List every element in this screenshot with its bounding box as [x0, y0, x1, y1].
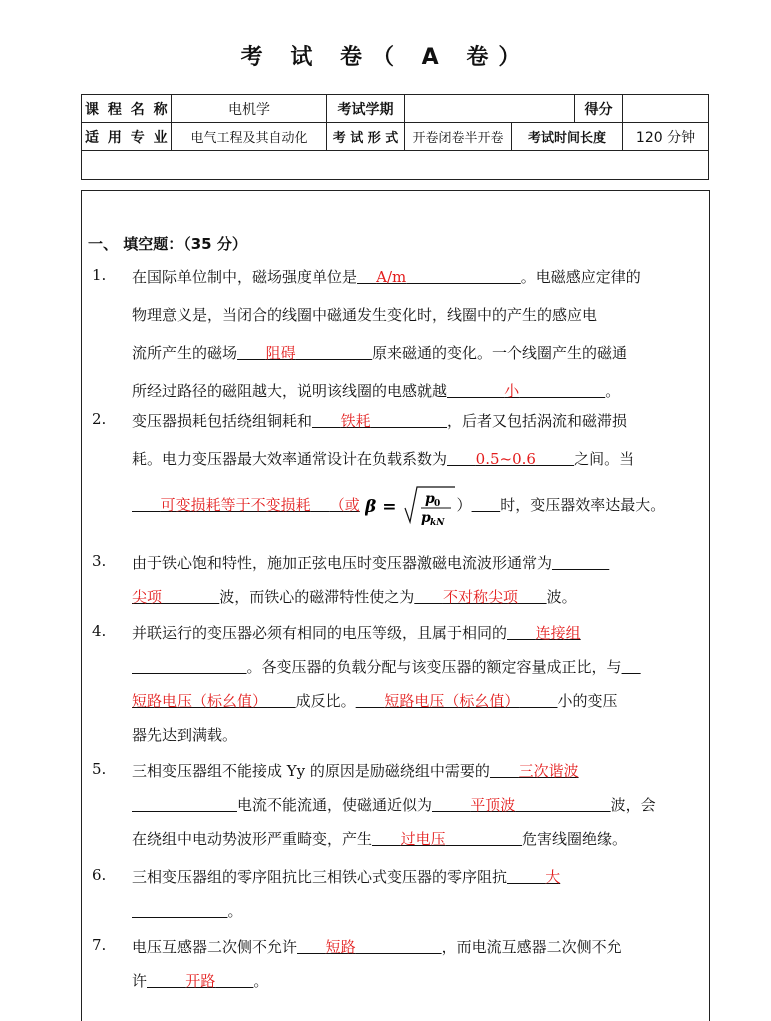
q3-text: 由于铁心饱和特性，施加正弦电压时变压器激磁电流波形通常为 — [132, 554, 553, 572]
q1-text: 。电磁感应定律的 — [520, 268, 641, 286]
q7-text: 许 — [132, 972, 148, 990]
duration-label: 考试时间长度 — [512, 123, 623, 151]
q1-answer-1: A/m — [376, 268, 407, 286]
beta-formula — [365, 484, 457, 528]
form-label: 考 试 形 式 — [327, 123, 405, 151]
q1-line3 — [132, 342, 627, 363]
pkn-subscript: kN — [429, 518, 445, 528]
q3-line2 — [132, 586, 577, 607]
q2-answer-1: 铁耗 — [340, 412, 371, 430]
q2-text: 耗。电力变压器最大效率通常设计在负载系数为 — [132, 450, 448, 468]
q3-line1 — [132, 552, 609, 573]
q7-text: ，而电流互感器二次侧不允 — [441, 938, 622, 956]
form-value: 开卷闭卷半开卷 — [405, 123, 512, 151]
q2-text: 变压器损耗包括绕组铜耗和 — [132, 412, 313, 430]
q5-line1 — [132, 760, 579, 781]
q4-line4: 器先达到满载。 — [132, 726, 238, 744]
q1-text: 。 — [605, 382, 621, 400]
q6-line1 — [132, 866, 560, 887]
q4-text: 。各变压器的负载分配与该变压器的额定容量成正比，与 — [246, 658, 622, 676]
q1-text: 流所产生的磁场 — [132, 344, 238, 362]
q2-text: 之间。当 — [574, 450, 635, 468]
q4-line2 — [132, 656, 641, 677]
q2-answer-3: 可变损耗等于不变损耗 — [160, 496, 311, 514]
blank-row — [82, 151, 709, 180]
major-value: 电气工程及其自动化 — [172, 123, 327, 151]
q5-text: 在绕组中电动势波形严重畸变，产生 — [132, 830, 373, 848]
q3-answer-1: 尖项 — [132, 588, 163, 606]
q5-text: 波，会 — [610, 796, 656, 814]
pkn-symbol: p — [420, 510, 431, 526]
q7-text: 电压互感器二次侧不允许 — [132, 938, 298, 956]
q1-answer-3: 小 — [504, 382, 520, 400]
q5-line3 — [132, 828, 627, 849]
exam-title: 考 试 卷（ A 卷） — [240, 45, 531, 70]
q5-text: 三相变压器组不能接成 Yy 的原因是励磁绕组中需要的 — [132, 762, 490, 780]
q4-line1 — [132, 622, 581, 643]
term-label: 考试学期 — [327, 95, 405, 123]
q4-text: 并联运行的变压器必须有相同的电压等级，且属于相同的 — [132, 624, 508, 642]
q3-text: 波。 — [546, 588, 577, 606]
q7-line1 — [132, 936, 622, 957]
q5-line2 — [132, 794, 656, 815]
q5-answer-3: 过电压 — [400, 830, 446, 848]
p0-subscript: 0 — [433, 499, 440, 509]
q2-line1 — [132, 410, 627, 431]
q6-answer-1: 大 — [545, 868, 561, 886]
p0-symbol: p — [424, 491, 435, 507]
q2-answer-4: （或 — [329, 496, 360, 514]
q4-text: 成反比。 — [295, 692, 356, 710]
q2-text: 时，变压器效率达最大。 — [500, 496, 666, 514]
course-label: 课 程 名 称 — [82, 95, 172, 123]
score-label: 得分 — [575, 95, 623, 123]
q1-text: 原来磁通的变化。一个线圈产生的磁通 — [372, 344, 628, 362]
q5-answer-2: 平顶波 — [470, 796, 516, 814]
major-label: 适 用 专 业 — [82, 123, 172, 151]
q1-text: 在国际单位制中，磁场强度单位是 — [132, 268, 358, 286]
q7-text: 。 — [253, 972, 269, 990]
q1-answer-2: 阻碍 — [265, 344, 296, 362]
section-heading: 一、 填空题：（35 分） — [88, 235, 247, 253]
term-value — [405, 95, 575, 123]
q2-text: ） — [456, 496, 472, 514]
q5-text: 危害线圈绝缘。 — [522, 830, 628, 848]
q4-line3 — [132, 690, 618, 711]
q1-line1 — [132, 266, 641, 287]
q4-text: 小的变压 — [557, 692, 618, 710]
q4-answer-1: 连接组 — [535, 624, 581, 642]
exam-info-table — [81, 94, 709, 180]
duration-value: 120 分钟 — [623, 123, 709, 151]
q7-line2 — [132, 970, 268, 991]
q2-text: ，后者又包括涡流和磁滞损 — [447, 412, 628, 430]
question-number: 6. — [92, 866, 107, 884]
q3-answer-2: 不对称尖项 — [442, 588, 518, 606]
question-number: 4. — [92, 622, 107, 640]
q3-text: 波，而铁心的磁滞特性使之为 — [219, 588, 415, 606]
question-number: 3. — [92, 552, 107, 570]
q2-line3 — [132, 484, 665, 528]
q5-text: 电流不能流通，使磁通近似为 — [236, 796, 432, 814]
course-value: 电机学 — [172, 95, 327, 123]
q6-text: 。 — [227, 902, 243, 920]
q6-text: 三相变压器组的零序阻抗比三相铁心式变压器的零序阻抗 — [132, 868, 508, 886]
score-value — [623, 95, 709, 123]
question-number: 1. — [92, 266, 107, 284]
q7-answer-1: 短路 — [325, 938, 356, 956]
q4-answer-3: 短路电压（标幺值） — [384, 692, 520, 710]
q7-answer-2: 开路 — [185, 972, 216, 990]
q5-answer-1: 三次谐波 — [518, 762, 579, 780]
question-number: 5. — [92, 760, 107, 778]
question-number: 7. — [92, 936, 107, 954]
beta-symbol: β = — [364, 497, 396, 517]
q4-answer-2: 短路电压（标幺值） — [132, 692, 268, 710]
question-number: 2. — [92, 410, 107, 428]
q2-line2 — [132, 448, 634, 469]
q6-line2 — [132, 900, 242, 921]
q1-text: 所经过路径的磁阻越大，说明该线圈的电感就越 — [132, 382, 448, 400]
q1-line2: 物理意义是，当闭合的线圈中磁通发生变化时，线圈中的产生的感应电 — [132, 306, 598, 324]
q1-line4 — [132, 380, 620, 401]
q2-answer-2: 0.5~0.6 — [475, 450, 536, 468]
